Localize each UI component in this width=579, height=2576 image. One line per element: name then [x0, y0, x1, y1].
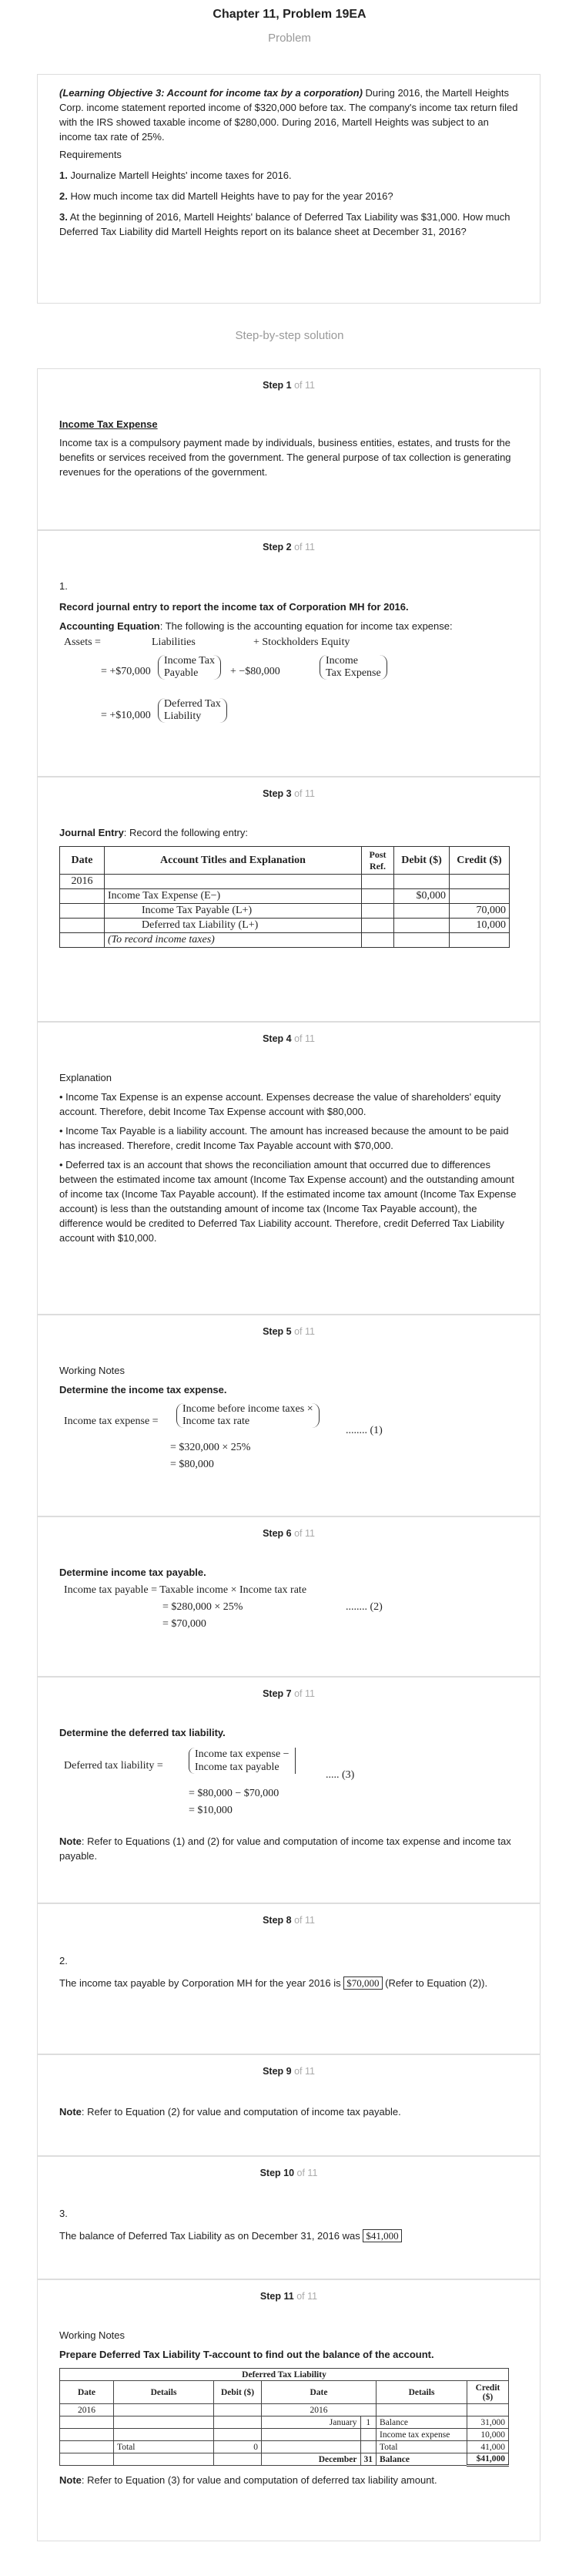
section-heading: Determine the income tax expense.: [59, 1384, 227, 1395]
step-card-9: [37, 2054, 541, 2156]
note-text: Note: Refer to Equation (2) for value and computation of income tax payable.: [59, 2106, 401, 2118]
step-header: Step 6 of 11: [263, 1528, 315, 1539]
learning-objective: (Learning Objective 3: Account for income tax by a corporation): [59, 87, 363, 99]
working-notes-label: Working Notes: [59, 2329, 126, 2341]
journal-entry-table: [59, 846, 510, 948]
problem-card: [37, 74, 541, 304]
step-card-6: [37, 1516, 541, 1677]
requirement-2: 2. How much income tax did Martell Heights have to pay for the year 2016?: [59, 190, 393, 202]
solution-label: Step-by-step solution: [235, 329, 344, 342]
step-header: Step 11 of 11: [259, 2291, 318, 2302]
step-card-11: [37, 2279, 541, 2541]
step-card-10: [37, 2156, 541, 2279]
page-title: Chapter 11, Problem 19EA: [213, 8, 366, 21]
section-heading: Income Tax Expense: [59, 418, 158, 430]
step-card-3: [37, 777, 541, 1022]
explanation-label: Explanation: [59, 1072, 112, 1083]
step-header: Step 1 of 11: [263, 380, 315, 391]
requirement-number: 3.: [59, 2208, 68, 2219]
step-card-1: [37, 368, 541, 530]
deferred-tax-liability-formula: Deferred tax liability = Income tax expense − Income tax payable ..... (3) = $80,000 − $70,000 = $10,000: [64, 1748, 355, 1816]
requirement-1: 1. Journalize Martell Heights' income taxes for 2016.: [59, 170, 292, 181]
table-row: January 1 Balance 31,000: [60, 2416, 509, 2429]
step-header: Step 4 of 11: [263, 1033, 315, 1044]
income-tax-expense-formula: Income tax expense = Income before income taxes × Income tax rate ........ (1) = $320,000 × 25% = $80,000: [64, 1403, 383, 1470]
requirement-number: 1.: [59, 580, 68, 592]
answer-text: The income tax payable by Corporation MH for the year 2016 is $70,000 (Refer to Equation (2)).: [59, 1977, 488, 1989]
step-header: Step 8 of 11: [263, 1915, 315, 1926]
equation-intro: Accounting Equation: The following is the accounting equation for income tax expense:: [59, 620, 453, 632]
requirement-number: 2.: [59, 1955, 68, 1966]
problem-label: Problem: [268, 32, 311, 45]
t-account-table: [59, 2368, 509, 2467]
table-header-row: Date Details Debit ($) Date Details Credit ($): [60, 2381, 509, 2404]
table-row: 2016 2016: [60, 2404, 509, 2416]
table-row: Income tax expense 10,000: [60, 2429, 509, 2441]
income-tax-payable-formula: Income tax payable = Taxable income × Income tax rate = $280,000 × 25% ........ (2) = $70,000: [64, 1584, 383, 1630]
step-card-7: [37, 1677, 541, 1903]
step-card-5: [37, 1315, 541, 1516]
table-row: 2016: [60, 875, 510, 889]
note-text: Note: Refer to Equation (3) for value and computation of deferred tax liability amount.: [59, 2474, 437, 2486]
step-header: Step 3 of 11: [263, 788, 315, 799]
table-row: Total 0 Total 41,000: [60, 2441, 509, 2453]
problem-statement: (Learning Objective 3: Account for income tax by a corporation) During 2016, the Martell Heights Corp. income statement reported income of $320,000 before tax. The company's income tax return filed with the IRS showed taxable income of $280,000. During 2016, Martell Heights was subject to an income tax rate of 25%.: [59, 87, 518, 143]
accounting-equation: Assets = Liabilities + Stockholders Equity = +$70,000 Income Tax Payable + −$80,000 Income Tax Expense = +$10,000 Deferred Tax Liability: [59, 635, 518, 735]
table-row: December 31 Balance $41,000: [60, 2453, 509, 2466]
step-header: Step 5 of 11: [263, 1326, 315, 1337]
explanation-bullet: • Income Tax Expense is an expense account. Expenses decrease the value of shareholders' equity account. Therefore, debit Income Tax Expense account with $80,000.: [59, 1091, 501, 1117]
section-heading: Prepare Deferred Tax Liability T-account to find out the balance of the account.: [59, 2349, 434, 2360]
t-account-title: Deferred Tax Liability: [60, 2369, 509, 2381]
requirements-label: Requirements: [59, 149, 122, 160]
requirement-3: 3. At the beginning of 2016, Martell Heights' balance of Deferred Tax Liability was $31,000. How much Deferred Tax Liability did Martell Heights report on its balance sheet at December 31, 2016?: [59, 211, 510, 237]
section-heading: Determine the deferred tax liability.: [59, 1727, 226, 1738]
step-card-2: [37, 530, 541, 777]
table-row: Income Tax Expense (E−) $0,000: [60, 889, 510, 904]
section-heading: Record journal entry to report the income tax of Corporation MH for 2016.: [59, 601, 409, 613]
working-notes-label: Working Notes: [59, 1365, 126, 1376]
table-header-row: Date Account Titles and Explanation Post Ref. Debit ($) Credit ($): [60, 847, 510, 875]
answer-value: $41,000: [363, 2229, 401, 2242]
step-header: Step 9 of 11: [263, 2066, 315, 2077]
definition-text: Income tax is a compulsory payment made by individuals, business entities, estates, and trusts for the benefits or services received from the government. The general purpose of tax collection is generating revenues for the operations of the government.: [59, 437, 511, 478]
step-card-4: [37, 1022, 541, 1315]
explanation-bullet: • Deferred tax is an account that shows the reconciliation amount that occurred due to differences between the estimated income tax amount (Income Tax Expense account) and the outstanding amount of income tax (Income Tax Payable account). If the estimated income tax amount (Income Tax Expense account) is less than the outstanding amount of income tax (Income Tax Payable account), the difference would be credited to Deferred Tax Liability account. Therefore, credit Deferred Tax Liability account with $10,000.: [59, 1159, 517, 1244]
table-row: (To record income taxes): [60, 933, 510, 948]
step-header: Step 2 of 11: [263, 542, 315, 552]
step-header: Step 10 of 11: [259, 2168, 318, 2178]
step-card-8: [37, 1903, 541, 2054]
note-text: Note: Refer to Equations (1) and (2) for value and computation of income tax expense and income tax payable.: [59, 1835, 511, 1862]
journal-entry-intro: Journal Entry: Record the following entry:: [59, 827, 248, 838]
table-row: Deferred tax Liability (L+) 10,000: [60, 919, 510, 933]
step-header: Step 7 of 11: [263, 1688, 315, 1699]
explanation-bullet: • Income Tax Payable is a liability account. The amount has increased because the amount to be paid has increased. Therefore, credit Income Tax Payable account with $70,000.: [59, 1125, 509, 1151]
t-account-title-row: [60, 2369, 509, 2381]
answer-text: The balance of Deferred Tax Liability as on December 31, 2016 was $41,000: [59, 2228, 518, 2243]
section-heading: Determine income tax payable.: [59, 1567, 206, 1578]
answer-value: $70,000: [343, 1977, 382, 1990]
table-row: Income Tax Payable (L+) 70,000: [60, 904, 510, 919]
